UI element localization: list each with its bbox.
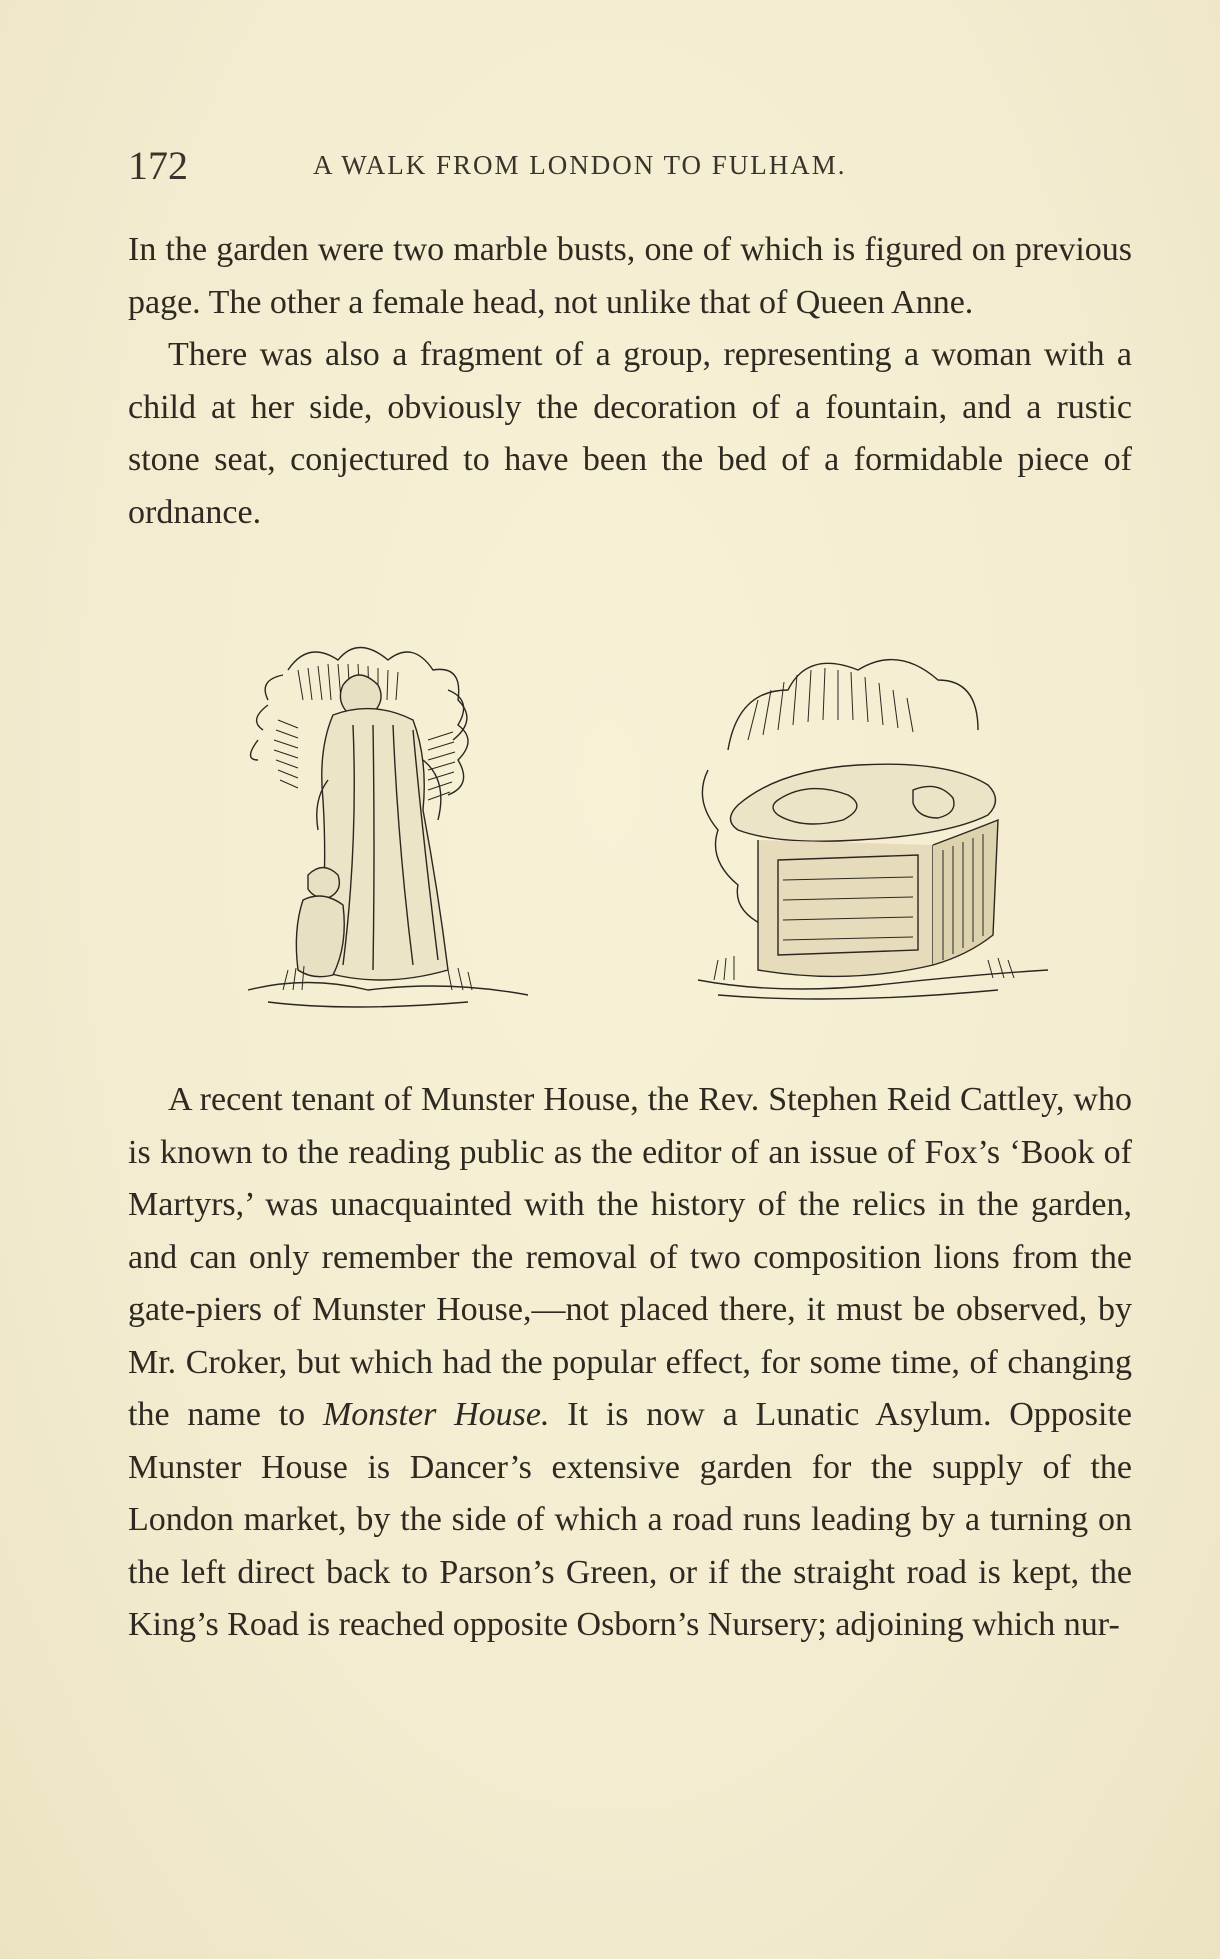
monster-house-italic: Monster House.	[322, 1396, 550, 1433]
paragraph-busts: In the garden were two marble busts, one of which is figured on previous page. The other a female head, not unlike that of Queen Anne.	[128, 231, 1132, 321]
paragraph-text-2: It is now a Lunatic Asylum. Opposite Munster House is Dancer’s extensive garden for the supply of the London market, by the side of which a road runs leading by a turning on the left direct back to Parson’s Green, or if the straight road is kept, the King’s Road is reached opposite Osborn’s Nursery; adjoining which nur-	[128, 1396, 1132, 1643]
page-header	[128, 142, 1138, 192]
running-title: A WALK FROM LONDON TO FULHAM.	[313, 150, 847, 180]
bottom-text	[128, 1074, 1132, 1652]
page-number: 172	[128, 143, 188, 188]
paragraph-munster-house	[128, 1074, 1132, 1652]
illustrations	[228, 630, 1068, 1040]
stone-seat-engraving-icon	[688, 630, 1058, 1030]
paragraph-fragment: There was also a fragment of a group, representing a woman with a child at her side, obviously the decoration of a fountain, and a rustic stone seat, conjectured to have been the bed of a formidable piece of ordnance.	[128, 336, 1132, 531]
statue-engraving-icon	[228, 630, 548, 1030]
top-text	[128, 224, 1132, 539]
paragraph-text-1: A recent tenant of Munster House, the Rev. Stephen Reid Cattley, who is known to the reading public as the editor of an issue of Fox’s ‘Book of Martyrs,’ was unacquainted with the history of the relics in the garden, and can only remember the removal of two composition lions from the gate-piers of Munster House,—not placed there, it must be observed, by Mr. Croker, but which had the popular effect, for some time, of changing the name to	[128, 1081, 1132, 1433]
